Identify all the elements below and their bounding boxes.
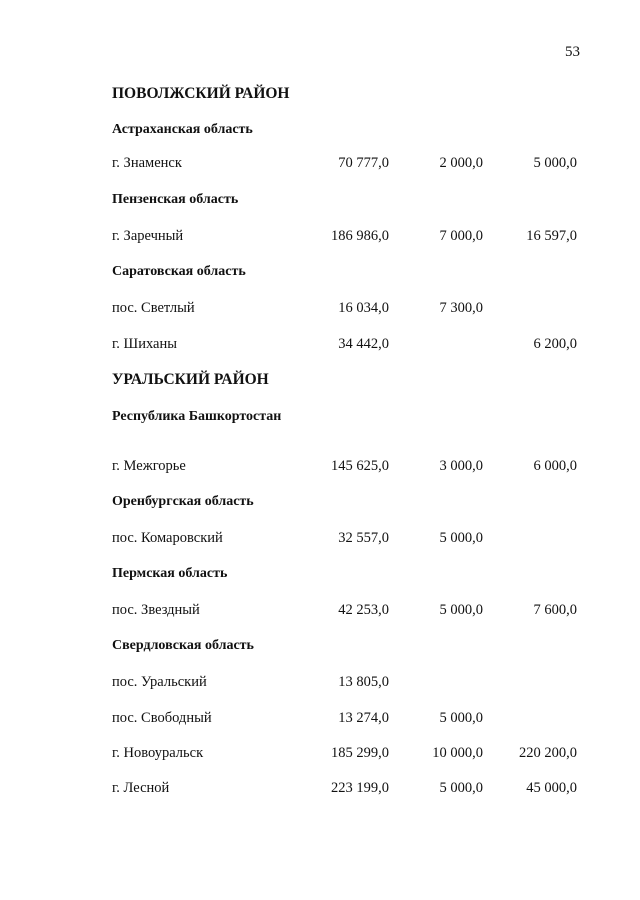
value-col-1: 13 274,0	[338, 710, 389, 726]
value-col-1: 223 199,0	[331, 780, 389, 796]
subject-heading: Республика Башкортостан	[112, 409, 282, 424]
value-col-3: 7 600,0	[533, 602, 577, 618]
value-col-2: 5 000,0	[439, 602, 483, 618]
table-row	[0, 528, 640, 548]
value-col-1: 42 253,0	[338, 602, 389, 618]
value-col-2: 5 000,0	[439, 780, 483, 796]
settlement-name: г. Знаменск	[112, 155, 182, 171]
value-col-1: 70 777,0	[338, 155, 389, 171]
settlement-name: пос. Звездный	[112, 602, 200, 618]
region-heading: ПОВОЛЖСКИЙ РАЙОН	[112, 85, 290, 102]
value-col-2: 7 300,0	[439, 300, 483, 316]
value-col-1: 34 442,0	[338, 336, 389, 352]
value-col-2: 3 000,0	[439, 458, 483, 474]
value-col-2: 5 000,0	[439, 710, 483, 726]
page-number: 53	[565, 44, 580, 60]
subject-heading: Саратовская область	[112, 264, 246, 279]
table-row	[0, 226, 640, 246]
value-col-3: 5 000,0	[533, 155, 577, 171]
table-row	[0, 456, 640, 476]
settlement-name: пос. Светлый	[112, 300, 195, 316]
settlement-name: пос. Свободный	[112, 710, 212, 726]
value-col-2: 10 000,0	[432, 745, 483, 761]
subject-heading: Астраханская область	[112, 122, 253, 137]
settlement-name: г. Лесной	[112, 780, 170, 796]
settlement-name: пос. Комаровский	[112, 530, 223, 546]
settlement-name: г. Заречный	[112, 228, 184, 244]
value-col-2: 5 000,0	[439, 530, 483, 546]
table-row	[0, 298, 640, 318]
value-col-1: 186 986,0	[331, 228, 389, 244]
value-col-2: 7 000,0	[439, 228, 483, 244]
value-col-3: 220 200,0	[519, 745, 577, 761]
value-col-3: 6 200,0	[533, 336, 577, 352]
table-row	[0, 672, 640, 692]
table-row	[0, 743, 640, 763]
value-col-1: 16 034,0	[338, 300, 389, 316]
settlement-name: пос. Уральский	[112, 674, 207, 690]
subject-heading: Пензенская область	[112, 192, 239, 207]
value-col-1: 185 299,0	[331, 745, 389, 761]
value-col-2: 2 000,0	[439, 155, 483, 171]
table-row	[0, 708, 640, 728]
value-col-1: 13 805,0	[338, 674, 389, 690]
value-col-3: 6 000,0	[533, 458, 577, 474]
settlement-name: г. Новоуральск	[112, 745, 204, 761]
value-col-1: 32 557,0	[338, 530, 389, 546]
value-col-1: 145 625,0	[331, 458, 389, 474]
settlement-name: г. Шиханы	[112, 336, 177, 352]
value-col-3: 45 000,0	[526, 780, 577, 796]
table-row	[0, 153, 640, 173]
table-row	[0, 600, 640, 620]
subject-heading: Пермская область	[112, 566, 228, 581]
table-row	[0, 778, 640, 798]
subject-heading: Оренбургская область	[112, 494, 254, 509]
region-heading: УРАЛЬСКИЙ РАЙОН	[112, 371, 269, 388]
settlement-name: г. Межгорье	[112, 458, 186, 474]
table-row	[0, 334, 640, 354]
subject-heading: Свердловская область	[112, 638, 254, 653]
value-col-3: 16 597,0	[526, 228, 577, 244]
